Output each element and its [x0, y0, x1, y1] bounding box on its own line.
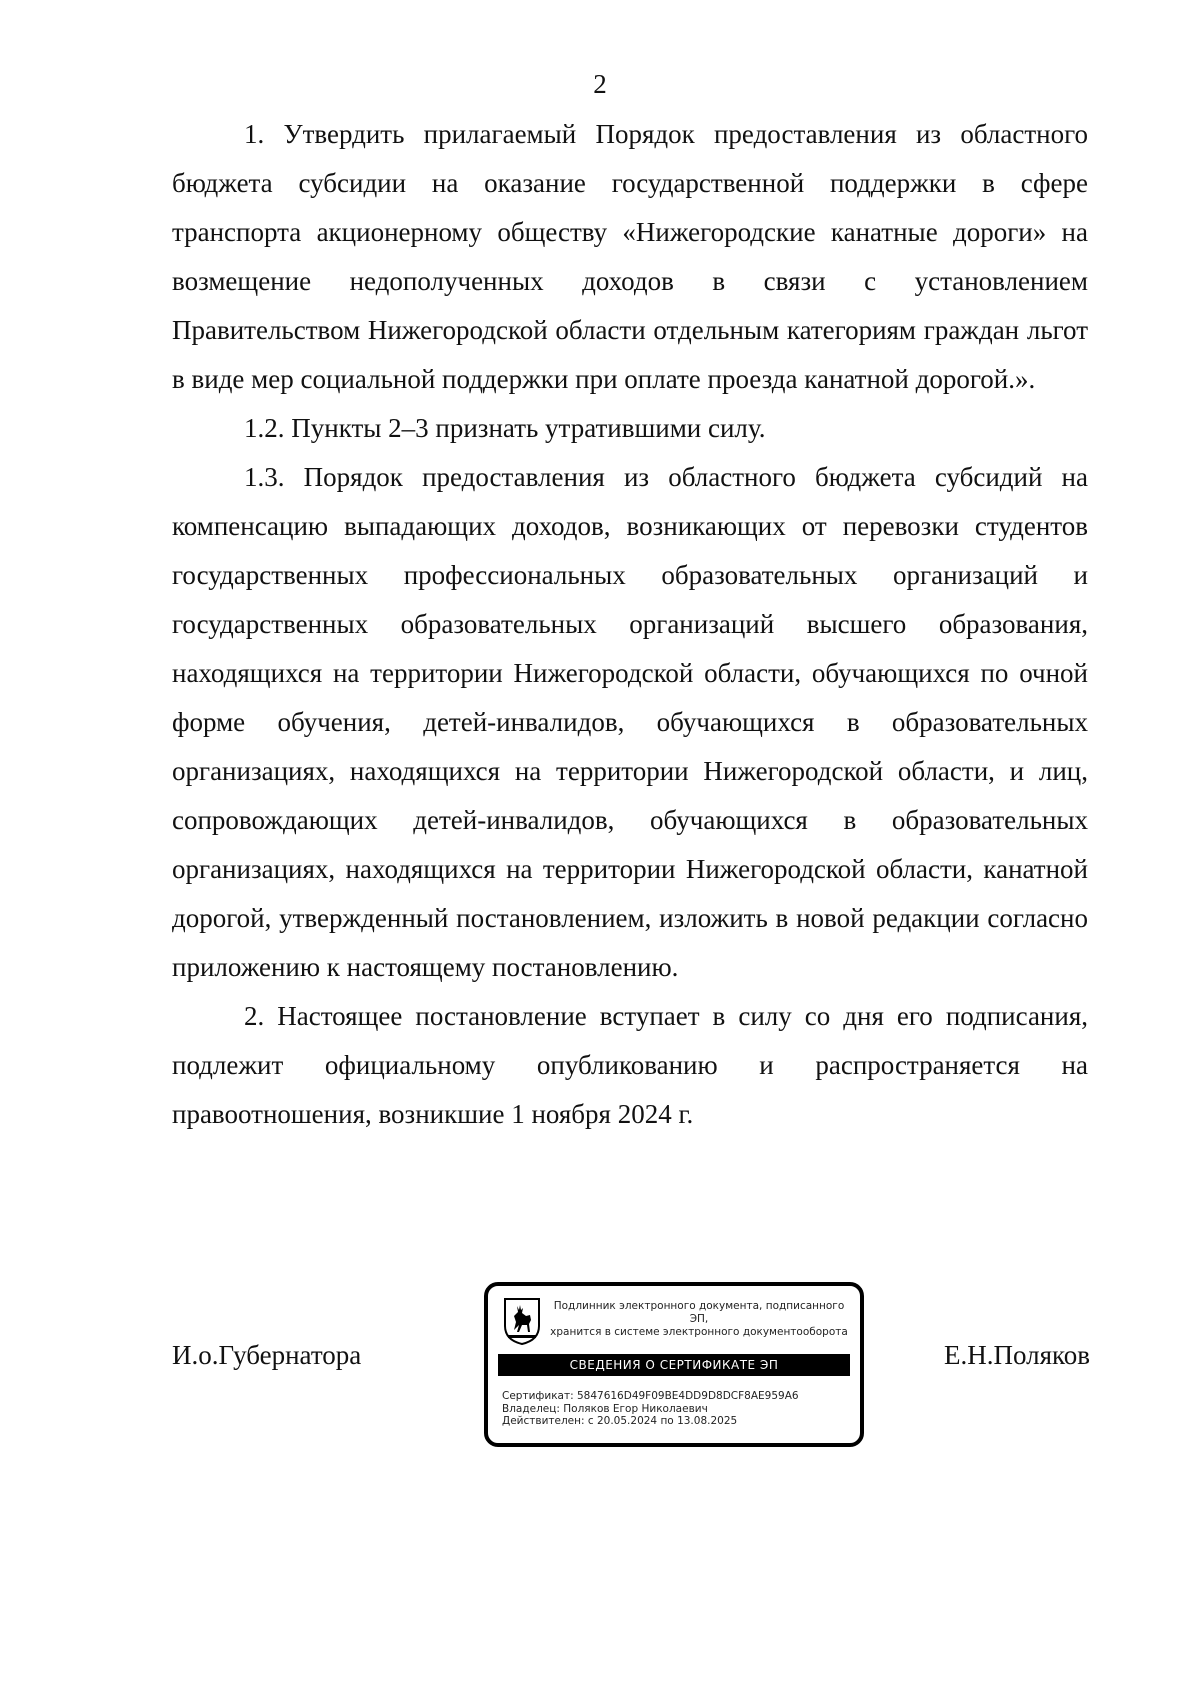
signatory-position: И.о.Губернатора — [172, 1340, 362, 1370]
stamp-validity: Действителен: с 20.05.2024 по 13.08.2025 — [502, 1415, 738, 1427]
electronic-signature-stamp — [484, 1282, 864, 1447]
paragraph-item-1: 1. Утвердить прилагаемый Порядок предоставления из областного бюджета субсидии на оказание государственной поддержки в сфере транспорта акционерному обществу «Нижегородские канатные дороги» на возмещение недополученных доходов в связи с установлением Правительством Нижегородской области отдельным категориям граждан льгот в виде мер социальной поддержки при оплате проезда канатной дорогой.». — [172, 119, 1088, 394]
deer-coat-of-arms-icon — [502, 1296, 542, 1346]
paragraph-item-1-2: 1.2. Пункты 2–3 признать утратившими силу. — [244, 413, 766, 443]
stamp-title-bar: СВЕДЕНИЯ О СЕРТИФИКАТЕ ЭП — [498, 1354, 850, 1376]
paragraph-item-2: 2. Настоящее постановление вступает в силу со дня его подписания, подлежит официальному опубликованию и распространяется на правоотношения, возникшие 1 ноября 2024 г. — [172, 1001, 1088, 1129]
stamp-details — [502, 1390, 850, 1428]
stamp-header — [498, 1294, 850, 1350]
stamp-certificate: Сертификат: 5847616D49F09BE4DD9D8DCF8AE959A6 — [502, 1390, 799, 1402]
document-body — [172, 110, 1088, 1139]
stamp-header-text — [548, 1300, 850, 1339]
stamp-header-line-1: Подлинник электронного документа, подписанного ЭП, — [553, 1300, 845, 1325]
paragraph-item-1-3: 1.3. Порядок предоставления из областного бюджета субсидий на компенсацию выпадающих доходов, возникающих от перевозки студентов государственных профессиональных образовательных организаций и государственных образовательных организаций высшего образования, находящихся на территории Нижегородской области, обучающихся по очной форме обучения, детей-инвалидов, обучающихся в образовательных организациях, находящихся на территории Нижегородской области, и лиц, сопровождающих детей-инвалидов, обучающихся в образовательных организациях, находящихся на территории Нижегородской области, канатной дорогой, утвержденный постановлением, изложить в новой редакции согласно приложению к настоящему постановлению. — [172, 462, 1088, 982]
stamp-owner: Владелец: Поляков Егор Николаевич — [502, 1402, 708, 1415]
stamp-header-line-2: хранится в системе электронного документооборота — [550, 1326, 848, 1338]
signatory-name: Е.Н.Поляков — [943, 1340, 1090, 1370]
page-number: 2 — [593, 69, 607, 99]
